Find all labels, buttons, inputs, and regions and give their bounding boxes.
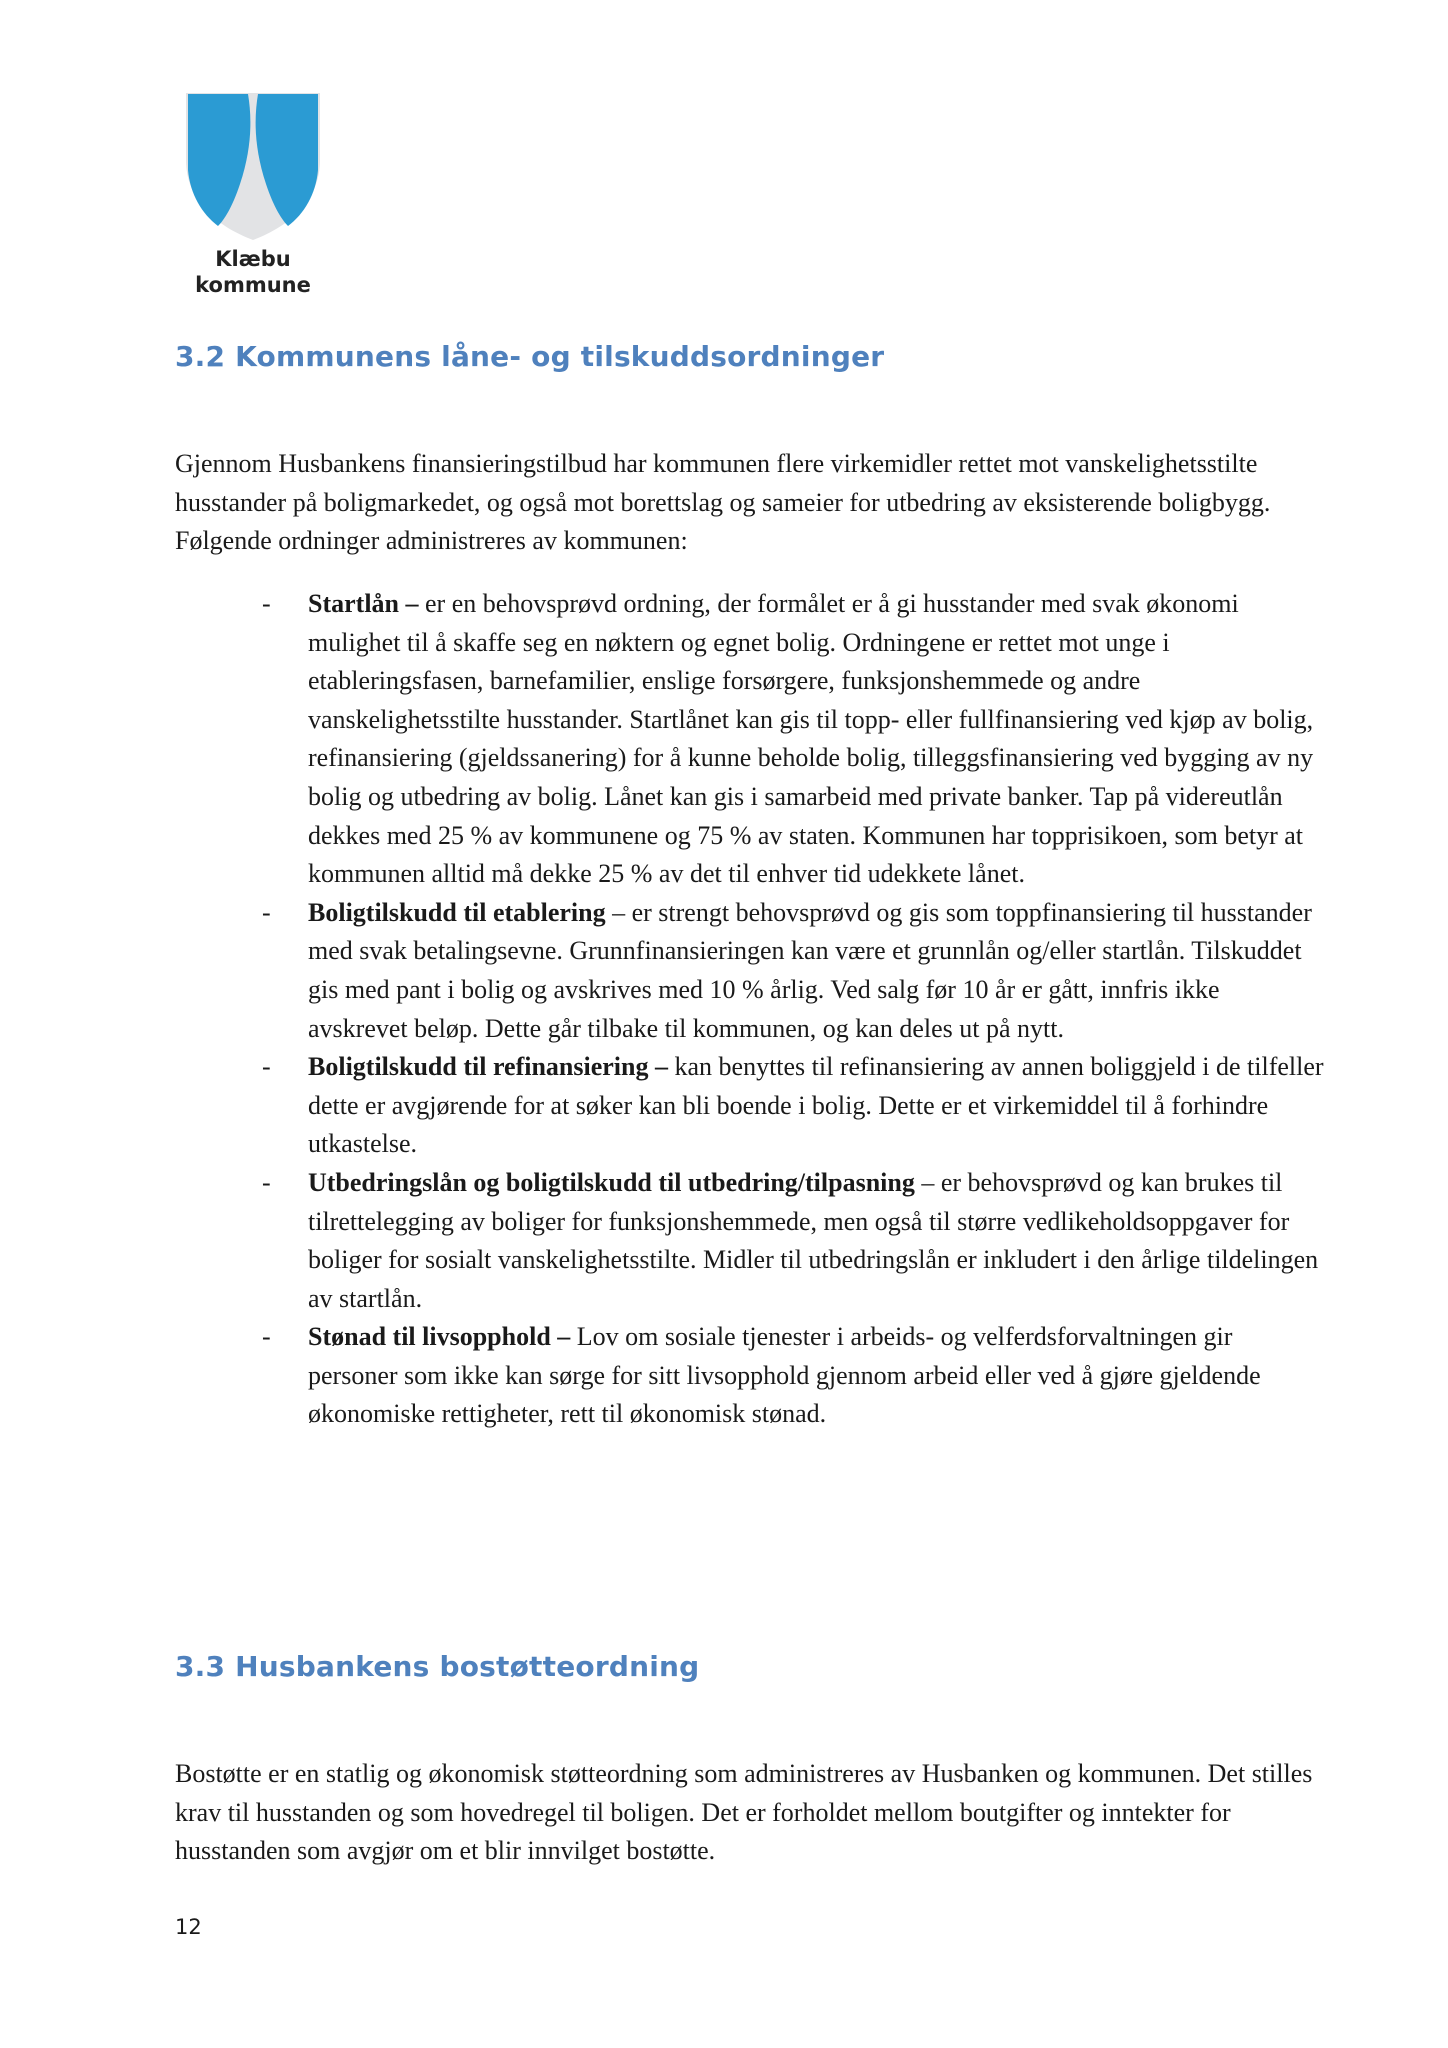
- list-item: [175, 1164, 1325, 1318]
- loan-schemes-list: [175, 585, 1325, 1434]
- list-item-term: Boligtilskudd til refinansiering –: [308, 1052, 668, 1082]
- list-item: [175, 585, 1325, 894]
- list-item-text: er en behovsprøvd ordning, der formålet er å gi husstander med svak økonomi mulighet til å skaffe seg en nøktern og egnet bolig. Ordningene er rettet mot unge i etableringsfasen, barnefamilier, enslige forsørgere, funksjonshemmede og andre vanskelighetsstilte husstander. Startlånet kan gis til topp- eller fullfinansiering ved kjøp av bolig, refinansiering (gjeldssanering) for å kunne beholde bolig, tilleggsfinansiering ved bygging av ny bolig og utbedring av bolig. Lånet kan gis i samarbeid med private banker. Tap på videreutlån dekkes med 25 % av kommunene og 75 % av staten. Kommunen har topprisikoen, som betyr at kommunen alltid må dekke 25 % av det til enhver tid udekkete lånet.: [308, 589, 1314, 889]
- list-dash: -: [262, 1167, 271, 1197]
- list-item-text: – er strengt behovsprøvd og gis som toppfinansiering til husstander med svak betalingsevne. Grunnfinansieringen kan være et grunnlån og/eller startlån. Tilskuddet gis med pant i bolig og avskrives med 10 % årlig. Ved salg før 10 år er gått, innfris ikke avskrevet beløp. Dette går tilbake til kommunen, og kan deles ut på nytt.: [308, 897, 1312, 1043]
- logo-name-line1: Klæbu: [215, 247, 291, 271]
- section-heading-3-3: 3.3 Husbankens bostøtteordning: [175, 1650, 700, 1683]
- list-item: [175, 1318, 1325, 1434]
- intro-paragraph: Gjennom Husbankens finansieringstilbud har kommunen flere virkemidler rettet mot vanskelighetsstilte husstander på boligmarkedet, og også mot borettslag og sameier for utbedring av eksisterende boligbygg. Følgende ordninger administreres av kommunen:: [175, 449, 1271, 555]
- list-dash: -: [262, 589, 271, 618]
- list-item-term: Stønad til livsopphold –: [308, 1322, 571, 1352]
- list-dash: -: [262, 1052, 271, 1082]
- section-heading-3-2: 3.2 Kommunens låne- og tilskuddsordninger: [175, 340, 885, 373]
- list-item: [175, 1048, 1325, 1164]
- list-dash: -: [262, 897, 271, 927]
- coat-of-arms-icon: [180, 88, 326, 244]
- list-item-text: kan benyttes til refinansiering av annen boliggjeld i de tilfeller dette er avgjørende for at søker kan bli boende i bolig. Dette er et virkemiddel til å forhindre utkastelse.: [308, 1052, 1324, 1159]
- list-item-term: Startlån –: [308, 589, 419, 618]
- page-number: 12: [175, 1915, 202, 1939]
- municipality-logo: [180, 88, 326, 306]
- list-item-term: Utbedringslån og boligtilskudd til utbedring/tilpasning: [308, 1167, 915, 1197]
- list-item-text: – er behovsprøvd og kan brukes til tilrettelegging av boliger for funksjonshemmede, men også til større vedlikeholdsoppgaver for boliger for sosialt vanskelighetsstilte. Midler til utbedringslån er inkludert i den årlige tildelingen av startlån.: [308, 1167, 1319, 1313]
- list-item-text: Lov om sosiale tjenester i arbeids- og velferdsforvaltningen gir personer som ikke kan sørge for sitt livsopphold gjennom arbeid eller ved å gjøre gjeldende økonomiske rettigheter, rett til økonomisk stønad.: [308, 1322, 1261, 1429]
- list-dash: -: [262, 1322, 271, 1352]
- logo-name-line2: kommune: [195, 273, 311, 297]
- housing-allowance-paragraph: Bostøtte er en statlig og økonomisk støtteordning som administreres av Husbanken og kommunen. Det stilles krav til husstanden og som hovedregel til boligen. Det er forholdet mellom boutgifter og inntekter for husstanden som avgjør om et blir innvilget bostøtte.: [175, 1759, 1313, 1865]
- list-item-term: Boligtilskudd til etablering: [308, 897, 606, 927]
- list-item: [175, 894, 1325, 1048]
